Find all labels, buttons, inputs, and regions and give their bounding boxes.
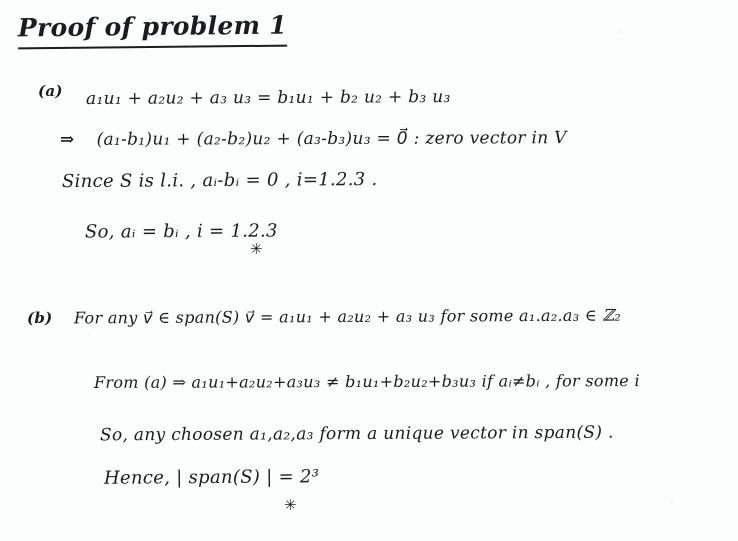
- part-b-end-mark: ✳: [284, 496, 297, 514]
- part-b-equation-2: From (a) ⇒ a₁u₁+a₂u₂+a₃u₃ ≠ b₁u₁+b₂u₂+b₃u₃ if aᵢ≠bᵢ , for some i: [93, 371, 640, 392]
- part-a-label: (a): [38, 82, 63, 100]
- part-a-equation-1: a₁u₁ + a₂u₂ + a₃ u₃ = b₁u₁ + b₂ u₂ + b₃ u₃: [85, 87, 451, 109]
- part-b-conclusion: Hence, | span(S) | = 2³: [103, 466, 320, 489]
- part-a-equation-2: [60, 128, 567, 150]
- part-a-equation-2-body: (a₁-b₁)u₁ + (a₂-b₂)u₂ + (a₃-b₃)u₃ = 0⃗ : zero vector in V: [96, 128, 567, 150]
- implies-arrow: ⇒: [59, 129, 75, 150]
- part-b-label: (b): [27, 309, 53, 327]
- part-b-uniqueness-statement: So, any choosen a₁,a₂,a₃ form a unique vector in span(S) .: [99, 422, 614, 446]
- proof-title: Proof of problem 1: [18, 11, 287, 50]
- part-a-since-statement: Since S is l.i. , aᵢ-bᵢ = 0 , i=1.2.3 .: [61, 168, 378, 193]
- part-a-conclusion: So, aᵢ = bᵢ , i = 1.2.3: [84, 220, 278, 243]
- part-b-equation-1: For any v⃗ ∈ span(S) v⃗ = a₁u₁ + a₂u₂ + a₃ u₃ for some a₁.a₂.a₃ ∈ ℤ₂: [73, 305, 622, 328]
- part-a-end-mark: ✳: [250, 240, 263, 258]
